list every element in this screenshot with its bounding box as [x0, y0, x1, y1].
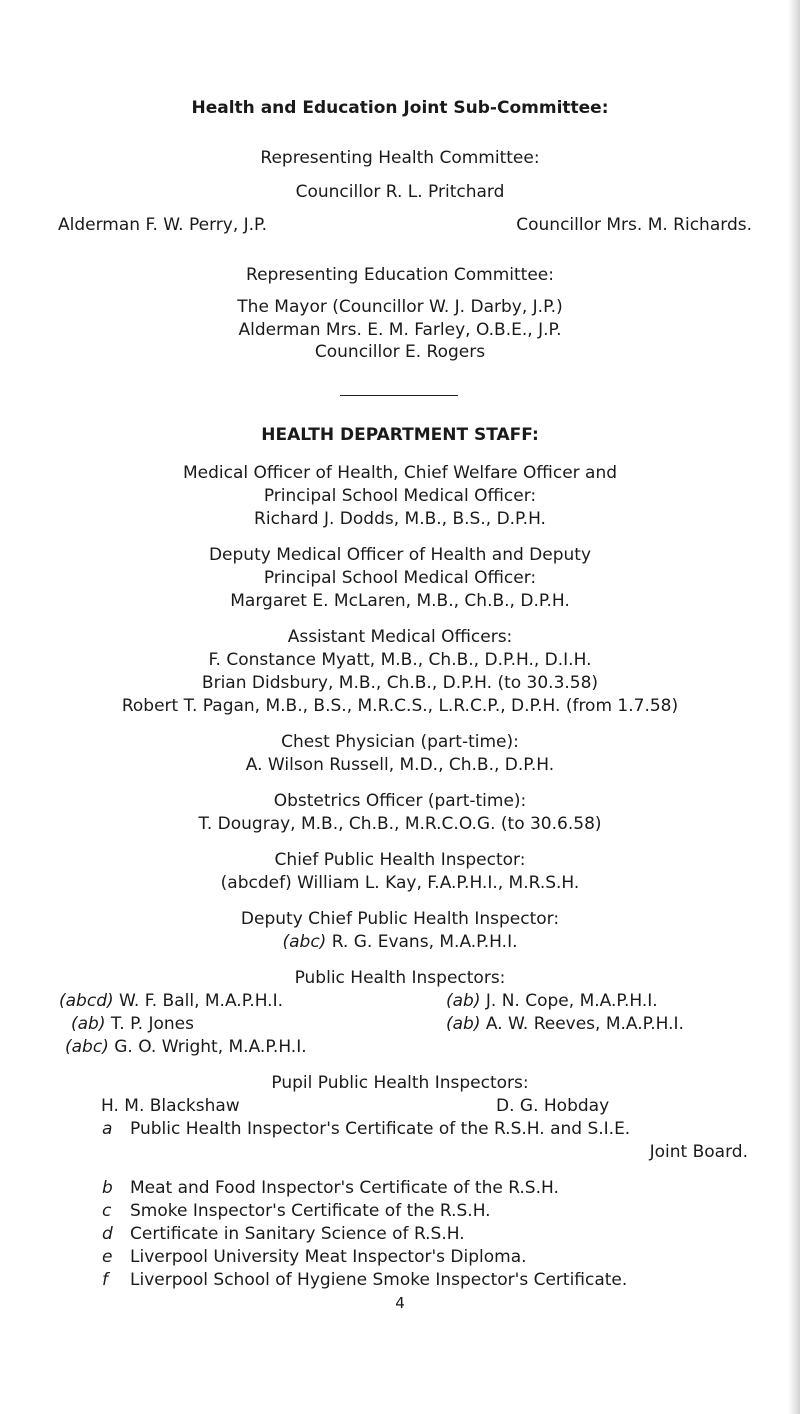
deputy-phi-name-line — [0, 931, 800, 953]
phi-quals: (abc) — [65, 1037, 109, 1057]
phi-quals: (ab) — [446, 991, 481, 1011]
phi-right-entry — [446, 990, 658, 1012]
obstetrics-name: T. Dougray, M.B., Ch.B., M.R.C.O.G. (to 30.6.58) — [198, 814, 602, 834]
pupil-phi-row — [0, 1095, 800, 1117]
phi-heading: Public Health Inspectors: — [294, 968, 506, 988]
staff-title: HEALTH DEPARTMENT STAFF: — [261, 425, 539, 445]
assistants-heading: Assistant Medical Officers: — [287, 627, 513, 647]
phi-quals: (abcd) — [59, 991, 114, 1011]
footnote-text: Meat and Food Inspector's Certificate of the R.S.H. — [130, 1178, 559, 1198]
section-divider — [340, 395, 458, 396]
health-member-left: Alderman F. W. Perry, J.P. — [58, 215, 268, 235]
deputy-phi-heading: Deputy Chief Public Health Inspector: — [240, 909, 560, 929]
phi-name: G. O. Wright, M.A.P.H.I. — [114, 1037, 307, 1057]
chief-phi-heading: Chief Public Health Inspector: — [274, 850, 526, 870]
moh-name: Richard J. Dodds, M.B., B.S., D.P.H. — [254, 509, 546, 529]
health-member-centre: Councillor R. L. Pritchard — [295, 182, 505, 202]
chest-heading: Chest Physician (part-time): — [281, 732, 519, 752]
phi-right-entry — [446, 1013, 684, 1035]
pupil-phi-heading: Pupil Public Health Inspectors: — [271, 1073, 529, 1093]
deputy-name: Margaret E. McLaren, M.B., Ch.B., D.P.H. — [230, 591, 570, 611]
footnote-key: e — [102, 1247, 113, 1267]
phi-name: A. W. Reeves, M.A.P.H.I. — [485, 1014, 684, 1034]
phi-name: J. N. Cope, M.A.P.H.I. — [485, 991, 658, 1011]
phi-name: W. F. Ball, M.A.P.H.I. — [119, 991, 284, 1011]
education-committee-heading: Representing Education Committee: — [246, 265, 554, 285]
phi-quals: (ab) — [71, 1014, 106, 1034]
phi-row — [0, 1013, 800, 1035]
deputy-phi-name: R. G. Evans, M.A.P.H.I. — [331, 932, 518, 952]
education-member: The Mayor (Councillor W. J. Darby, J.P.) — [237, 297, 563, 317]
chief-phi-quals: (abcdef) — [220, 873, 292, 893]
health-committee-heading: Representing Health Committee: — [260, 148, 540, 168]
health-member-right: Councillor Mrs. M. Richards. — [516, 215, 752, 235]
footnote-continuation: Joint Board. — [649, 1142, 748, 1162]
footnote-text: Smoke Inspector's Certificate of the R.S.H. — [130, 1201, 491, 1221]
obstetrics-heading: Obstetrics Officer (part-time): — [273, 791, 527, 811]
health-member-row — [0, 214, 800, 236]
phi-left-entry — [71, 1013, 194, 1035]
pupil-phi-left: H. M. Blackshaw — [101, 1096, 240, 1116]
assistant-name: F. Constance Myatt, M.B., Ch.B., D.P.H., D.I.H. — [208, 650, 592, 670]
footnote-key: c — [102, 1201, 112, 1221]
footnote-text: Liverpool School of Hygiene Smoke Inspector's Certificate. — [130, 1270, 628, 1290]
chief-phi-name: William L. Kay, F.A.P.H.I., M.R.S.H. — [297, 873, 580, 893]
phi-left-entry — [59, 990, 283, 1012]
phi-name: T. P. Jones — [110, 1014, 194, 1034]
footnote-text: Public Health Inspector's Certificate of the R.S.H. and S.I.E. — [130, 1119, 631, 1139]
footnote-key: b — [102, 1178, 113, 1198]
deputy-phi-quals: (abc) — [282, 932, 327, 952]
deputy-line: Principal School Medical Officer: — [263, 568, 537, 588]
moh-line: Principal School Medical Officer: — [263, 486, 537, 506]
chief-phi-name-line — [0, 872, 800, 894]
assistant-name: Brian Didsbury, M.B., Ch.B., D.P.H. (to 30.3.58) — [201, 673, 599, 693]
moh-line: Medical Officer of Health, Chief Welfare Officer and — [182, 463, 618, 483]
deputy-line: Deputy Medical Officer of Health and Deputy — [208, 545, 592, 565]
page-number: 4 — [395, 1294, 405, 1312]
assistant-name: Robert T. Pagan, M.B., B.S., M.R.C.S., L.R.C.P., D.P.H. (from 1.7.58) — [121, 696, 679, 716]
footnote-key: d — [102, 1224, 113, 1244]
education-member: Alderman Mrs. E. M. Farley, O.B.E., J.P. — [238, 320, 562, 340]
phi-row — [0, 1036, 800, 1058]
footnote-key: f — [102, 1270, 108, 1290]
chest-name: A. Wilson Russell, M.D., Ch.B., D.P.H. — [245, 755, 555, 775]
phi-quals: (ab) — [446, 1014, 481, 1034]
footnote-key: a — [102, 1119, 113, 1139]
pupil-phi-right: D. G. Hobday — [496, 1096, 610, 1116]
phi-left-entry — [65, 1036, 307, 1058]
phi-row — [0, 990, 800, 1012]
footnote-text: Liverpool University Meat Inspector's Diploma. — [130, 1247, 527, 1267]
footnote-text: Certificate in Sanitary Science of R.S.H. — [130, 1224, 465, 1244]
committee-title: Health and Education Joint Sub-Committee: — [191, 98, 609, 118]
education-member: Councillor E. Rogers — [314, 342, 486, 362]
